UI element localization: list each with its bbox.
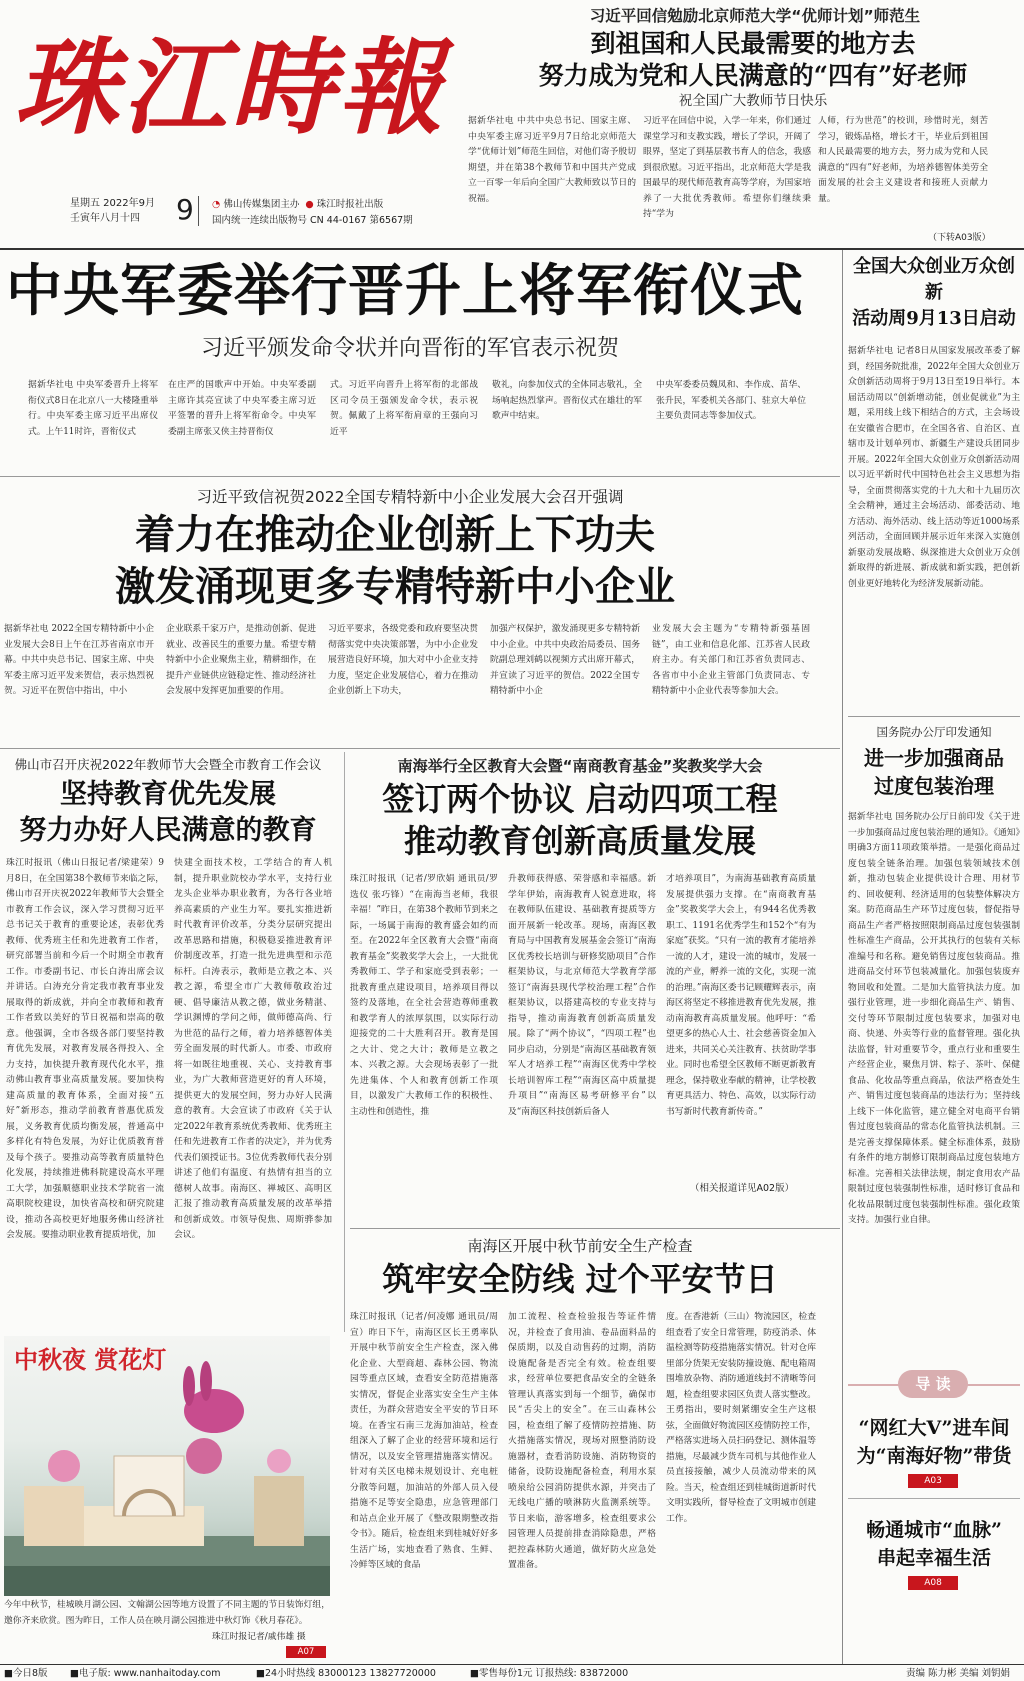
sidebar-packaging — [848, 724, 1020, 1356]
foshan-edu-story — [0, 756, 338, 1336]
foshan-edu-headline-1: 坚持教育优先发展 — [60, 779, 276, 810]
date-line-1: 星期五 2022年9月 — [70, 198, 155, 209]
lead-kicker: 习近平回信勉励北京师范大学“优师计划”师范生 — [589, 7, 921, 25]
footer-website[interactable]: ■电子版: www.nanhaitoday.com — [70, 1668, 221, 1679]
photo-caption: 今年中秋节，桂城映月湖公园、文翰湖公园等地方设置了不同主题的节日装饰灯组，邀你齐来欣赏。图为昨日，工作人员在映月湖公园推进中秋灯饰《秋月春花》。 — [4, 1600, 330, 1626]
military-col-2: 在庄严的国歌声中开始。中央军委副主席许其亮宣读了中央军委主席习近平签署的晋升上将军衔命令。中央军委副主席张又侠主持晋衔仪 — [168, 380, 316, 437]
lead-sub: 祝全国广大教师节日快乐 — [678, 93, 828, 109]
nanhai-edu-ref[interactable]: （相关报道详见A02版） — [690, 1183, 795, 1194]
sidebar-innovation — [848, 254, 1020, 724]
guide-divider — [848, 1498, 1020, 1499]
publisher-2: 珠江时报社出版 — [316, 199, 384, 210]
guide-item-2-page[interactable]: A08 — [908, 1576, 958, 1590]
footer-rule — [0, 1664, 1024, 1665]
lead-jump: （下转A03版） — [928, 233, 991, 243]
masthead-title: 珠江時報 — [14, 26, 447, 149]
lead-col-3: 人师，行为世范”的校训，珍惜时光，刻苦学习，锻炼品格，增长才干，毕业后到祖国和人民最需要的地方去，努力成为党和人民满意的“四有”好老师，为培养德智体美劳全面发展的社会主义建设者和接班人贡献力量。 — [818, 116, 988, 204]
masthead — [0, 0, 485, 245]
guide-label: 导 读 — [898, 1370, 968, 1398]
right-column-divider — [842, 250, 843, 1665]
lead-story — [468, 6, 1018, 246]
foshan-edu-headline-2: 努力办好人民满意的教育 — [19, 815, 317, 846]
mid-autumn-photo — [4, 1336, 330, 1596]
footer-pages: ■今日8版 — [4, 1668, 48, 1679]
sme-col-4: 加强产权保护，激发涌现更多专精特新中小企业。中共中央政治局委员、国务院副总理刘鹤以视频方式出席开幕式，并宣读了习近平的贺信。2022全国专精特新中小企 — [490, 624, 640, 696]
safety-col-3: 度。在香港新（三山）物流园区，检查组查看了安全日常管理，防疫消杀、体温检测等防疫措施落实情况。针对仓库里部分货架无安装防撞设施、配电箱周围堆放杂物、消防通道线封不清晰等问题，检查组要求园区负责人落实整改。王勇指出，要时刻紧绷安全生产这根弦，全面做好物流园区疫情防控工作，严格落实进场入员扫码登记、测体温等措施，尽最减少货车司机与其他作业人员直接接触，减少人员流动带来的风险。当天，检查组还到桂城街道新时代文明实践所，督导检查了文明城市创建工作。 — [666, 1312, 816, 1524]
sme-rule — [0, 748, 840, 749]
guide-item-2-line-2[interactable]: 串起幸福生活 — [876, 1547, 991, 1569]
military-col-5: 中央军委委员魏凤和、李作成、苗华、张升民，军委机关各部门、驻京大单位主要负责同志等参加仪式。 — [656, 380, 806, 421]
sme-headline-2: 激发涌现更多专精特新中小企业 — [115, 564, 675, 610]
nanhai-edu-col-1: 珠江时报讯（记者/罗欣娟 通讯员/罗选仪 张巧锋）“在南海当老师，我很幸福！”昨日，在第38个教师节到来之际，一场属于南海的教育盛会如约而至。在2022年全区教育大会暨“南商教育基金”奖教奖学大会上，一大批优秀教师工、学子和家庭受到表彰；一批教育重点建设项目，培养项目得以签约及落地，在全社会营造尊师重教和教学育人的浓厚氛围，以实际行动迎接党的二十大胜利召开。教育是国之大计、党之大计；教师是立教之本、兴教之源。大会现场表彰了一批先进集体、个人和教育创新工作项目，以激发广大教师工作的积极性、主动性和创造性，推 — [350, 874, 498, 1117]
guide-box — [848, 1366, 1020, 1662]
nanhai-edu-col-3: 才培养项目”，为南海基础教育高质量发展提供强力支撑。在“南商教育基金”奖教奖学大会上，有944名优秀教职工、1191名优秀学生和152个“有为家庭”获奖。“只有一流的教育才能培养一流的人才，建设一流的城市，发展一流的产业，孵养一流的文化，实现一流的治理。”南海区委书记顾耀辉表示，南海区将坚定不移推进教育优先发展，推动南海教育高质量发展。他呼吁：“希望更多的热心人士、社会慈善资金加入进来，共同关心关注教育、扶贫助学事业。同时也希望全区教师不断更新教育理念，保持敬业奉献的精神，让学校教育更具活力、特色、高效，以实际行动书写新时代教育新传奇。” — [666, 874, 816, 1117]
military-col-4: 敬礼，向参加仪式的全体同志敬礼，全场响起热烈掌声。晋衔仪式在雄壮的军歌声中结束。 — [492, 380, 642, 421]
sidebar-packaging-body: 据新华社电 国务院办公厅日前印发《关于进一步加强商品过度包装治理的通知》。《通知》明确3方面11项政策举措。一是强化商品过度包装全链条治理。加强包装领域技术创新，推动包装企业提供设计合理、用材节约、回收便利、经济适用的包装整体解决方案。防范商品生产环节过度包装，督促指导商品生产者严格按照限制商品过度包装强制性标准生产商品，公开其执行的包装有关标准编号和名称。避免销售过度包装商品。推进商品交付环节包装减量化。加强包装废弃物回收和处置。二是加大监管执法力度。加强行业管理，进一步细化商品生产、销售、交付等环节限制过度包装要求，加强对电商、快递、外卖等行业的监督管理。强化执法监督，针对重要节令，重点行业和重要生产经营企业，聚焦月饼、粽子、茶叶、保健食品、化妆品等重点商品，依法严格查处生产、销售过度包装商品的违法行为；坚持线上线下一体化监管，建立健全对电商平台销售过度包装商品的常态化监管执法机制。三是完善支撑保障体系。健全标准体系，鼓励有条件的地方制修订限制商品过度包装地方标准。完善相关法律法规，制定食用农产品限制过度包装强制性标准，适时修订食品和化妆品限制过度包装强制性标准。强化政策支持。加强行业自律。 — [848, 812, 1020, 1225]
foshan-edu-col-1: 珠江时报讯（佛山日报记者/梁建荣）9月8日，在全国第38个教师节来临之际，佛山市召开庆祝2022年教师节大会暨全市教育工作会议，深入学习贯彻习近平总书记关于教育的重要论述，表彰优秀教师、优秀班主任和先进教育工作者，研究部署当前和今后一个时期全市教育工作。市委副书记、市长白涛出席会议并讲话。白涛充分肯定我市教育事业发展取得的新成就，并向全市教师和教育工作者致以美好的节日祝福和崇高的敬意。他强调，全市各级各部门要坚持教育优先发展，对教育发展各得投入、全力支持，加快提升教育现代化水平，推动佛山教育事业高质量发展。要加快构建高质量的教育体系，全面对接“五好”新形态，推动学前教育普惠优质发展，义务教育优质均衡发展，普通高中多样化有特色发展，为好让优质教育普及每个孩子。要推动高等教育质量特色化发展，持续推进佛科院建设高水平理工大学，加强顺德职业技术学院省一流高职院校建设，加快省高校和研究院建设，推动各高校更好地服务佛山经济社会发展。要推动职业教育提质培优，加 — [6, 858, 164, 1240]
sme-story — [0, 486, 840, 740]
sme-col-3: 习近平要求，各级党委和政府要坚决贯彻落实党中央决策部署，为中小企业发展营造良好环境，加大对中小企业支持力度，坚定企业发展信心，着力在推动企业创新上下功夫， — [328, 624, 478, 696]
group-logo-icon: ◔ — [212, 199, 221, 210]
sme-col-1: 据新华社电 2022全国专精特新中小企业发展大会8日上午在江苏省南京市开幕。中共中央总书记、国家主席、中央军委主席习近平发来贺信，表示热烈祝贺。习近平在贺信中指出，中小 — [4, 624, 154, 696]
footer-subscription: ■零售每份1元 订报热线: 83872000 — [470, 1668, 629, 1679]
sme-headline-1: 着力在推动企业创新上下功夫 — [135, 512, 655, 558]
photo-page[interactable]: A07 — [286, 1646, 326, 1658]
lead-col-2: 习近平在回信中说，入学一年来，你们通过课堂学习和支教实践，增长了学识，开阔了眼界，坚定了到基层教书育人的信念，我感到很欣慰。习近平指出，北京师范大学是我国最早的现代师范教育高等学府，为国家培养了一大批优秀教师。希望你们继续秉持“学为 — [643, 116, 811, 219]
issue-day: 9 — [176, 193, 194, 226]
guide-item-1-page[interactable]: A03 — [908, 1474, 958, 1488]
guide-item-1-line-2[interactable]: 为“南海好物”带货 — [856, 1445, 1012, 1467]
sidebar-innovation-headline-2: 活动周9月13日启动 — [852, 308, 1016, 329]
safety-headline: 筑牢安全防线 过个平安节日 — [382, 1260, 778, 1298]
masthead-divider — [198, 196, 199, 226]
photo-credit: 珠江时报记者/戚伟雄 摄 — [212, 1632, 306, 1642]
sidebar-packaging-headline-2: 过度包装治理 — [874, 774, 994, 798]
military-headline: 中央军委举行晋升上将军衔仪式 — [6, 259, 804, 324]
sme-col-2: 企业联系千家万户，是推动创新、促进就业、改善民生的重要力量。希望专精特新中小企业聚焦主业，精耕细作，在提升产业链供应链稳定性、推动经济社会发展中发挥更加重要的作用。 — [166, 624, 316, 696]
sme-kicker: 习近平致信祝贺2022全国专精特新中小企业发展大会召开强调 — [196, 488, 624, 506]
masthead-bottom-rule — [0, 248, 1024, 250]
footer-editors: 责编 陈力彬 美编 刘钥娟 — [906, 1668, 1011, 1679]
safety-col-2: 加工流程、检查检验报告等证件情况，并检查了食用油、卷品面料品的保质期，以及自动售药的过期，消防设施配备是否完全有效。检查组要求，经营单位要把食品安全的全链条管理认真落实到每一个细节，确保市民“舌尖上的安全”。在三山森林公园，检查组了解了疫情防控措施、防火措施落实情况，现场对照整消防设施器材，查看消防设施、消防物资的储备，设防设施配备检查，利用水泵喷泉给公园消防提供水源，并突击了无线电广播的喷淋防火监测系统等。节日来临，游客增多，检查组要求公园管理人员提前排查消除隐患，严格把控森林防火通道，做好防火应急处置准备。 — [508, 1312, 656, 1570]
foshan-edu-col-2: 快建全面技术校，工学结合的育人机制，提升职业院校办学水平，支持行业龙头企业举办职业教育，为各行各业培养高素质的产业生力军。要扎实推进新时代教育评价改革，分类分层研究提出改革思路和措施，积极稳妥推进教育评价制度改革，打造一批先进典型和示范标杆。白涛表示，教师是立教之本、兴教之源，希望全市广大教师敬政治过硬、倡导廉洁从教之德，做业务精湛、学识渊博的学问之师，做师德高尚、行为世范的品行之师，着力培养德智体美劳全面发展的时代新人。市委、市政府将一如既往地重视、关心、支持教育事业，为广大教师营造更好的育人环境，提供更大的发展空间，努力办好人民满意的教育。大会宣读了市政府《关于认定2022年教育系统优秀教师、优秀班主任和先进教育工作者的决定》，并为优秀代表们颁授证书。3位优秀教师代表分别讲述了他们有温度、有热情有担当的立德树人故事。南海区、禅城区、高明区汇报了推动教育高质量发展的改革举措和创新成效。市领导倪焦、周斯骅参加会议。 — [174, 858, 332, 1240]
footer — [0, 1666, 1024, 1681]
sme-col-5: 业发展大会主题为“专精特新强基固链”，由工业和信息化部、江苏省人民政府主办。有关部门和江苏省负责同志、各省市中小企业主管部门负责同志、专精特新中小企业代表等参加大会。 — [652, 624, 810, 696]
safety-kicker: 南海区开展中秋节前安全生产检查 — [467, 1237, 693, 1255]
nanhai-edu-story — [350, 756, 840, 1226]
nanhai-edu-headline-1: 签订两个协议 启动四项工程 — [382, 780, 778, 818]
military-story — [0, 254, 840, 464]
sidebar-rule-1 — [848, 716, 1020, 717]
sidebar-packaging-headline-1: 进一步加强商品 — [864, 746, 1004, 770]
guide-item-2-line-1[interactable]: 畅通城市“血脉” — [866, 1519, 1002, 1541]
photo-title: 中秋夜 赏花灯 — [14, 1346, 167, 1374]
sidebar-innovation-headline-1: 全国大众创业万众创新 — [853, 256, 1015, 303]
guide-item-1-line-1[interactable]: “网红大V”进车间 — [858, 1417, 1010, 1439]
sidebar-innovation-body: 据新华社电 记者8日从国家发展改革委了解到，经国务院批准，2022年全国大众创业万众创新活动周将于9月13日至19日举行。本届活动周以“创新增动能，创业促就业”为主题，采用线上线下相结合的方式，主会场设在安徽省合肥市，在全国各省、自治区、直辖市及计划单列市、新疆生产建设兵团同步开展。2022年全国大众创业万众创新活动周以习近平新时代中国特色社会主义思想为指导，全面贯彻落实党的十九大和十九届历次全会精神，通过主会场活动、部委活动、地方活动、海外活动、线上活动等近1000场系列活动，全面回顾并展示近年来深入实施创新驱动发展战略、纵深推进大众创业万众创新取得的新进展、新成就和新实践，把创新创业更好地转化为经济发展新动能。 — [848, 346, 1020, 589]
safety-col-1: 珠江时报讯（记者/何凌娜 通讯员/周宣）昨日下午，南海区区长王勇率队开展中秋节前安全生产检查，深入佛化企业、大型商超、森林公园、物流园等重点区域，查看安全防范措施落实情况，督促企业落实安全生产主体责任，为群众营造安全平安的节日环境。在香宝石南三龙海加油站，检查组深入了解了企业的经营环境和运行情况，以及安全管理措施落实情况。针对有关区电梯未规划设计、充电桩分散等问题，加油站的外部人员入侵措施不足等安全隐患，应急管理部门和站点企业开展了《整改限期整改指令书》。随后，检查组来到桂城好好多生活广场，实地查看了熟食、生鲜、冷鲜等区域的食品 — [350, 1312, 498, 1570]
masthead-date — [70, 196, 155, 226]
lead-headline-2: 努力成为党和人民满意的“四有”好老师 — [538, 61, 968, 90]
military-col-3: 式。习近平向晋升上将军衔的北部战区司令员王强颁发命令状，表示祝贺。佩戴了上将军衔肩章的王强向习近平 — [330, 380, 478, 437]
paper-logo-icon: ● — [305, 199, 314, 210]
military-rule — [0, 476, 840, 477]
left-column-divider — [344, 752, 345, 1332]
mid-autumn-photo-block — [0, 1336, 340, 1656]
sidebar-packaging-kicker: 国务院办公厅印发通知 — [876, 725, 992, 739]
footer-hotline: ■24小时热线 83000123 13827720000 — [256, 1668, 436, 1679]
publisher-line — [212, 198, 383, 212]
military-sub: 习近平颁发命令状并向晋衔的军官表示祝贺 — [200, 336, 619, 361]
nanhai-edu-kicker: 南海举行全区教育大会暨“南商教育基金”奖教奖学大会 — [397, 757, 763, 775]
nanhai-edu-headline-2: 推动教育创新高质量发展 — [403, 822, 756, 860]
date-line-2: 壬寅年八月十四 — [70, 213, 140, 224]
cn-number: 国内统一连续出版物号 CN 44-0167 第6567期 — [212, 215, 413, 226]
foshan-edu-kicker: 佛山市召开庆祝2022年教师节大会暨全市教育工作会议 — [14, 757, 322, 772]
safety-story — [350, 1236, 840, 1660]
nanhai-rule — [350, 1228, 840, 1229]
military-col-1: 据新华社电 中央军委晋升上将军衔仪式8日在北京八一大楼隆重举行。中央军委主席习近平出席仪式。上午11时许，晋衔仪式 — [28, 380, 158, 437]
lead-col-1: 据新华社电 中共中央总书记、国家主席、中央军委主席习近平9月7日给北京师范大学“优师计划”师范生回信，对他们寄予殷切期望，并在第38个教师节和中国共产党成立一百零一年后向全国广大教师致以节日的祝福。 — [468, 116, 636, 204]
lead-headline-1: 到祖国和人民最需要的地方去 — [590, 29, 916, 58]
nanhai-edu-col-2: 升教师获得感、荣誉感和幸福感。新学年伊始，南海教育人锐意进取，将在教师队伍建设、基础教育提质等方面开展新一轮改革。现场，南海区教育局与中国教育发展基金会签订“南海区优秀校长培训与研修奖励项目”合作框架协议，与北京师范大学教育学部签订“南海县现代学校治理工程”合作框架协议，以搭建高校的专业支持与指导，推动南海教育创新高质量发展。除了“两个协议”，“四项工程”也同步启动，分别是“南海区基础教育领军人才培养工程”“南海区优秀中学校长培训智库工程”“南海区高中质量提升项目”“南海区易考研修平台”以及“南海区科技创新后备人 — [508, 874, 656, 1117]
publisher-1: 佛山传媒集团主办 — [223, 199, 300, 210]
